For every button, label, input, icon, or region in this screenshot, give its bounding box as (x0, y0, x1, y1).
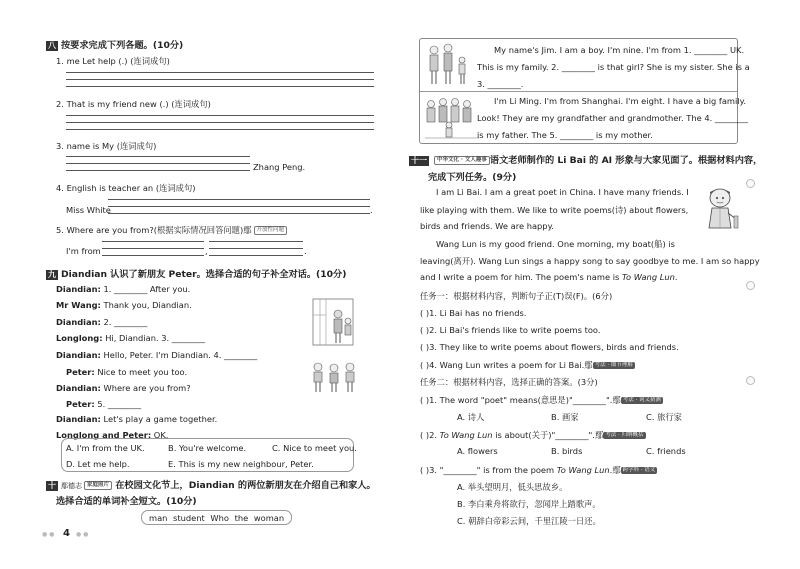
jim-family-illustration (424, 42, 472, 88)
answer-line[interactable] (108, 199, 370, 200)
task-2-q1-opt-c: C. 旅行家 (646, 412, 682, 422)
binding-hole (746, 281, 755, 290)
task-2-q1-opt-a: A. 诗人 (457, 412, 485, 422)
passage-line-6: and I write a poem for him. The poem's name is To Wang Lun. (420, 272, 678, 282)
dialog-text: 5. ________ (97, 399, 142, 409)
task-1-item-1: ( )1. Li Bai has no friends. (420, 308, 527, 318)
section-11-title: 十一 中华文化 · 文人趣事 语文老师制作的 Li Bai 的 AI 形象与大家见面了。根据材料内容， (411, 155, 763, 166)
task-2-title: 任务二：根据材料内容，选择正确的答案。(3分) (420, 377, 598, 387)
liming-line-2: Look! They are my grandfather and grandmother. The 4. ________ (477, 113, 749, 123)
q8-3-tail: Zhang Peng. (253, 162, 306, 172)
page-number: 4 (63, 528, 70, 539)
task-2-q1: ( )1. The word "poet" means(意思是)"________".鄢 考法 · 词义猜测 (420, 395, 661, 405)
answer-line[interactable] (66, 170, 250, 171)
jim-line-1: My name's Jim. I am a boy. I'm nine. I'm from 1. ________ UK. (494, 45, 745, 55)
speaker: Diandian: (56, 317, 101, 327)
task-2-q2-opt-a: A. flowers (457, 446, 498, 456)
task-2-q3-opt-b: B. 李白乘舟将欲行，忽闻岸上踏歌声。 (457, 499, 601, 509)
answer-line[interactable] (66, 79, 374, 80)
task-2-q3: ( )3. "________" is from the poem To Wang Lun.鄢 跨学科 · 语文 (420, 465, 656, 475)
q8-5-lead: I'm from (66, 246, 101, 256)
classroom-illustration (312, 297, 354, 347)
speaker: Mr Wang: (56, 300, 101, 310)
answer-line[interactable] (66, 115, 374, 116)
section-9-title: 九 Diandian 认识了新朋友 Peter。选择合适的句子补全对话。(10分) (48, 269, 347, 280)
dialog-line (56, 350, 257, 360)
speaker: Diandian: (56, 350, 101, 360)
dialog-text: 1. ________ After you. (103, 284, 191, 294)
section-9-badge: 九 (48, 269, 56, 279)
section-8-title: 八 按要求完成下列各题。(10分) (48, 40, 184, 51)
dialog-line (56, 317, 147, 327)
dialog-line (56, 284, 190, 294)
dialog-text: Hi, Diandian. 3. ________ (105, 333, 205, 343)
dialog-line (66, 367, 187, 377)
dialog-text: Hello, Peter. I'm Diandian. 4. ________ (103, 350, 258, 360)
speaker: Diandian: (56, 284, 101, 294)
passage-line-5: leaving(离开). Wang Lun sings a happy song to say goodbye to me. I am so happy (420, 256, 760, 266)
open-question-tag: 开放性问题 (254, 226, 288, 235)
liming-line-1: I'm Li Ming. I'm from Shanghai. I'm eight. I have a big family. (494, 96, 746, 106)
option-a: A. I'm from the UK. (66, 443, 145, 453)
answer-line[interactable] (102, 241, 204, 242)
section-8-badge: 八 (48, 40, 56, 50)
q8-1: 1. me Let help (.) (连词成句) (56, 56, 170, 66)
passage-line-3: birds and friends. We are happy. (420, 221, 554, 231)
culture-tag: 中华文化 · 文人趣事 (434, 156, 490, 165)
q8-4: 4. English is teacher an (连词成句) (56, 183, 196, 193)
passage-line-2: like playing with them. We like to write poems(诗) about flowers, (420, 205, 689, 215)
binding-hole (746, 376, 755, 385)
answer-line[interactable] (66, 72, 374, 73)
passage-line-1: I am Li Bai. I am a great poet in China. I have many friends. I (436, 187, 689, 197)
dialog-line (56, 333, 205, 343)
option-b: B. You're welcome. (168, 443, 247, 453)
binding-hole (746, 179, 755, 188)
answer-line[interactable] (102, 255, 204, 256)
passage-line-4: Wang Lun is my good friend. One morning, my boat(船) is (436, 239, 675, 249)
answer-line[interactable] (108, 206, 370, 207)
li-bai-illustration (700, 186, 740, 236)
option-c: C. Nice to meet you. (272, 443, 357, 453)
section-11-title-2: 完成下列任务。(9分) (428, 172, 517, 183)
section-11-badge: 十一 (411, 155, 427, 165)
option-e: E. This is my new neighbour, Peter. (168, 459, 314, 469)
task-1-item-2: ( )2. Li Bai's friends like to write poems too. (420, 325, 601, 335)
answer-line[interactable] (108, 213, 370, 214)
speaker: Diandian: (56, 414, 101, 424)
children-illustration (310, 360, 360, 394)
dialog-text: OK. (153, 430, 169, 440)
speaker: Diandian: (56, 383, 101, 393)
section-10-title-2: 选择合适的单词补全短文。(10分) (56, 496, 197, 507)
dialog-line (56, 414, 217, 424)
speaker: Peter: (66, 399, 95, 409)
dialog-text: 2. ________ (103, 317, 148, 327)
dialog-line (56, 300, 192, 310)
task-2-q1-opt-b: B. 画家 (551, 412, 579, 422)
section-10-title: 十 鄢德志 家庭照片 在校园文化节上，Diandian 的两位新朋友在介绍自己和家人。 (48, 480, 376, 491)
answer-line[interactable] (66, 163, 250, 164)
task-1-item-4: ( )4. Wang Lun writes a poem for Li Bai.鄢 考法 · 细节理解 (420, 360, 633, 370)
task-2-q2: ( )2. To Wang Lun is about(关于)"________".鄢 考法 · 归纳概括 (420, 430, 644, 440)
task-2-q3-opt-c: C. 朝辞白帝彩云间，千里江陵一日还。 (457, 516, 601, 526)
dialog-line (66, 399, 141, 409)
liming-family-illustration (423, 94, 481, 140)
section-10-badge: 十 (48, 480, 56, 490)
answer-line[interactable] (66, 86, 374, 87)
dialog-text: Thank you, Diandian. (103, 300, 192, 310)
dialog-text: Let's play a game together. (103, 414, 218, 424)
q8-3: 3. name is My (连词成句) (56, 141, 157, 151)
q8-2: 2. That is my friend new (.) (连词成句) (56, 99, 211, 109)
task-2-q2-opt-b: B. birds (551, 446, 583, 456)
task-2-q2-opt-c: C. friends (646, 446, 686, 456)
task-1-item-3: ( )3. They like to write poems about flowers, birds and friends. (420, 342, 679, 352)
option-d: D. Let me help. (66, 459, 130, 469)
q8-5: 5. Where are you from?(根据实际情况回答问题)鄢 开放性问题 (56, 224, 287, 236)
task-1-title: 任务一：根据材料内容，判断句子正(T)误(F)。(6分) (420, 291, 613, 301)
speaker: Longlong: (56, 333, 103, 343)
answer-line[interactable] (209, 255, 303, 256)
task-2-q3-opt-a: A. 举头望明月，低头思故乡。 (457, 482, 568, 492)
speaker: Peter: (66, 367, 95, 377)
answer-line[interactable] (66, 122, 374, 123)
q8-4-lead: Miss White (66, 205, 111, 215)
word-bank: man student Who the woman (141, 510, 292, 525)
dialog-line (56, 383, 191, 393)
answer-line[interactable] (209, 248, 303, 249)
answer-line[interactable] (66, 156, 250, 157)
jim-line-2: This is my family. 2. ________ is that girl? She is my sister. She is a (477, 62, 750, 72)
answer-line[interactable] (102, 248, 204, 249)
answer-line[interactable] (66, 129, 374, 130)
dialog-text: Nice to meet you too. (97, 367, 188, 377)
dialog-text: Where are you from? (103, 383, 191, 393)
speaker: Longlong and Peter: (56, 430, 152, 440)
liming-line-3: is my father. The 5. ________ is my mother. (477, 130, 653, 140)
jim-line-3: 3. ________. (477, 79, 524, 89)
answer-line[interactable] (209, 241, 303, 242)
